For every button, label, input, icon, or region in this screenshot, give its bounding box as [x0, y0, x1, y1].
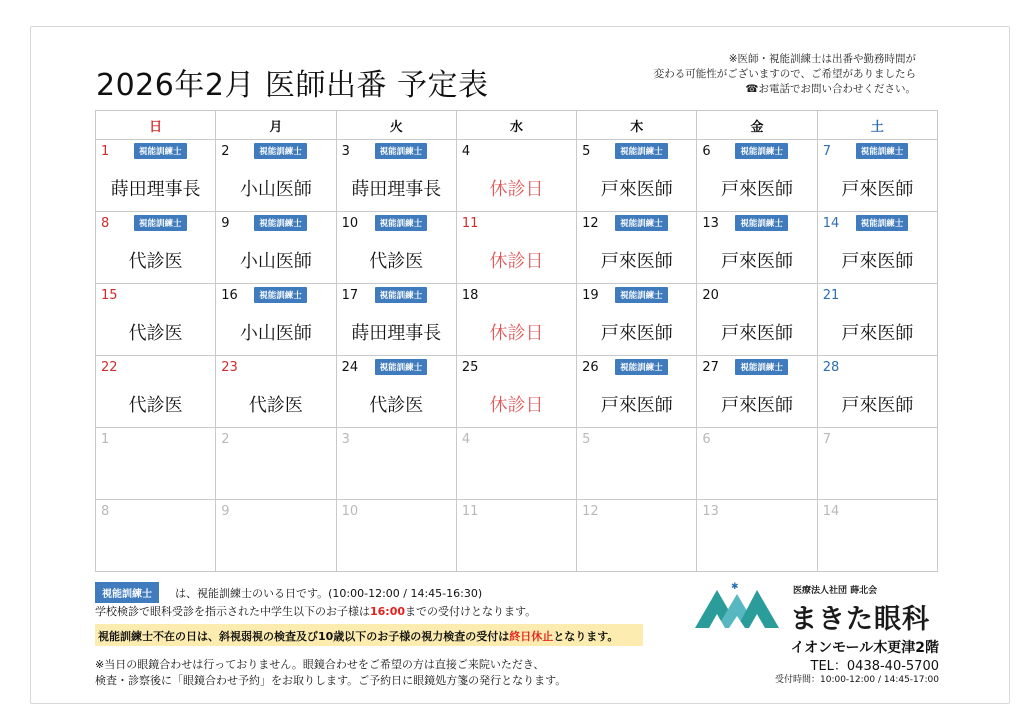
orthoptist-badge: 視能訓練士: [375, 215, 428, 231]
note-line: 変わる可能性がございますので、ご希望がありましたら: [653, 68, 916, 80]
day-number: 11: [461, 216, 479, 231]
day-number: 10: [341, 504, 359, 519]
doctor-name: 小山医師: [239, 179, 312, 200]
orthoptist-badge: 視能訓練士: [856, 143, 909, 159]
calendar-day-cell: [336, 356, 456, 428]
orthoptist-badge: 視能訓練士: [856, 215, 909, 231]
day-number: 2: [221, 432, 230, 447]
calendar-day-cell: [336, 212, 456, 284]
day-number: 15: [101, 288, 118, 303]
school-checkup-note: [95, 603, 536, 619]
doctor-name: 戸來医師: [600, 395, 673, 416]
school-note-pre: 学校検診で眼科受診を指示された中学生以下のお子様は: [95, 605, 370, 618]
day-number: 9: [221, 504, 230, 519]
calendar-day-cell: [697, 140, 817, 212]
calendar-day-cell: [456, 284, 576, 356]
note-line: ※医師・視能訓練士は出番や勤務時間が: [728, 53, 916, 65]
weekday-thu: 木: [577, 111, 697, 140]
calendar-day-cell: [216, 356, 336, 428]
weekday-fri: 金: [697, 111, 817, 140]
calendar-day-cell: [577, 212, 697, 284]
doctor-name: 蒔田理事長: [110, 179, 201, 200]
calendar-day-cell: [697, 284, 817, 356]
calendar-day-cell: [96, 356, 216, 428]
orthoptist-badge: 視能訓練士: [735, 143, 788, 159]
day-number: 25: [461, 360, 479, 375]
day-number: 12: [582, 216, 599, 231]
day-number: 17: [341, 288, 359, 303]
calendar-day-cell: [216, 284, 336, 356]
day-number: 28: [822, 360, 840, 375]
legend-text: は、視能訓練士のいる日です。(10:00-12:00 / 14:45-16:30): [175, 587, 483, 600]
orthoptist-badge: 視能訓練士: [615, 215, 668, 231]
orthoptist-badge: 視能訓練士: [735, 215, 788, 231]
doctor-name: 小山医師: [239, 323, 312, 344]
doctor-name: 蒔田理事長: [351, 179, 442, 200]
orthoptist-badge: 視能訓練士: [615, 143, 668, 159]
doctor-name: 戸來医師: [721, 323, 794, 344]
day-number: 13: [702, 216, 719, 231]
day-number: 6: [702, 432, 711, 447]
calendar-day-cell: [456, 500, 576, 572]
day-number: 4: [461, 432, 471, 447]
day-number: 27: [702, 360, 719, 375]
day-number: 10: [341, 216, 359, 231]
calendar-day-cell: [817, 428, 937, 500]
calendar-day-cell: [96, 428, 216, 500]
calendar-day-cell: [697, 212, 817, 284]
calendar-day-cell: [697, 500, 817, 572]
day-number: 19: [582, 288, 599, 303]
school-note-post: までの受付けとなります。: [405, 605, 537, 618]
calendar-day-cell: [817, 284, 937, 356]
calendar-day-cell: [697, 356, 817, 428]
calendar-day-cell: [336, 428, 456, 500]
clinic-organization: 医療法人社団 蒔北会: [793, 586, 878, 596]
weekday-sun: 日: [96, 111, 216, 140]
calendar-day-cell: [817, 140, 937, 212]
calendar-week-row: [96, 356, 938, 428]
calendar-week-row: [96, 140, 938, 212]
doctor-name: 代診医: [369, 395, 424, 416]
warning-post: となります。: [553, 630, 619, 643]
doctor-name: 戸來医師: [600, 323, 673, 344]
legend-badge: 視能訓練士: [95, 582, 159, 603]
doctor-name: 戸來医師: [841, 395, 914, 416]
calendar-day-cell: [216, 212, 336, 284]
day-number: 14: [822, 504, 840, 519]
orthoptist-badge: 視能訓練士: [254, 215, 307, 231]
day-number: 16: [221, 288, 238, 303]
calendar-day-cell: [577, 284, 697, 356]
day-number: 20: [702, 288, 719, 303]
day-number: 2: [221, 144, 230, 159]
day-number: 6: [702, 144, 711, 159]
day-number: 8: [101, 216, 110, 231]
clinic-logo-icon: [695, 580, 780, 630]
doctor-name: 蒔田理事長: [351, 323, 442, 344]
day-number: 7: [822, 432, 831, 447]
clinic-hours: 受付時間：10:00-12:00 / 14:45-17:00: [775, 675, 939, 685]
svg-text:✱: ✱: [731, 582, 739, 592]
orthoptist-badge: 視能訓練士: [615, 359, 668, 375]
doctor-name: 戸來医師: [600, 251, 673, 272]
calendar-day-cell: [216, 140, 336, 212]
school-note-time: 16:00: [370, 605, 406, 618]
calendar-day-cell: [456, 140, 576, 212]
day-number: 14: [822, 216, 840, 231]
note-line: ☎お電話でお問い合わせください。: [745, 83, 916, 95]
closed-day-label: 休診日: [489, 251, 544, 272]
day-number: 23: [221, 360, 238, 375]
closed-day-label: 休診日: [489, 395, 544, 416]
doctor-name: 戸來医師: [600, 179, 673, 200]
orthoptist-badge: 視能訓練士: [615, 287, 668, 303]
calendar-day-cell: [697, 428, 817, 500]
calendar-week-row: [96, 212, 938, 284]
warning-note: [98, 628, 618, 644]
orthoptist-badge: 視能訓練士: [375, 143, 428, 159]
clinic-name: まきた眼科: [790, 604, 930, 635]
calendar-day-cell: [817, 212, 937, 284]
doctor-name: 戸來医師: [721, 179, 794, 200]
doctor-name: 戸來医師: [721, 251, 794, 272]
weekday-sat: 土: [817, 111, 937, 140]
calendar-week-row: [96, 284, 938, 356]
doctor-name: 代診医: [128, 395, 183, 416]
day-number: 9: [221, 216, 230, 231]
orthoptist-badge: 視能訓練士: [735, 359, 788, 375]
staff-change-note: [586, 52, 916, 97]
doctor-name: 戸來医師: [841, 179, 914, 200]
day-number: 4: [461, 144, 471, 159]
calendar-day-cell: [336, 500, 456, 572]
warning-pre: 視能訓練士不在の日は、斜視弱視の検査及び10歳以下のお子様の視力検査の受付は: [98, 630, 510, 643]
calendar-day-cell: [456, 428, 576, 500]
calendar-week-row: [96, 428, 938, 500]
orthoptist-badge: 視能訓練士: [375, 287, 428, 303]
glasses-note-line: ※当日の眼鏡合わせは行っておりません。眼鏡合わせをご希望の方は直接ご来院いただき、: [95, 658, 545, 671]
calendar-day-cell: [577, 428, 697, 500]
day-number: 1: [101, 432, 110, 447]
day-number: 5: [582, 432, 591, 447]
closed-day-label: 休診日: [489, 179, 544, 200]
weekday-wed: 水: [456, 111, 576, 140]
calendar-day-cell: [817, 356, 937, 428]
calendar-day-cell: [96, 140, 216, 212]
calendar-day-cell: [96, 500, 216, 572]
day-number: 22: [101, 360, 118, 375]
orthoptist-badge: 視能訓練士: [134, 143, 187, 159]
calendar-table: [95, 110, 938, 572]
calendar-day-cell: [817, 500, 937, 572]
doctor-name: 戸來医師: [841, 251, 914, 272]
weekday-header-row: [96, 111, 938, 140]
day-number: 3: [341, 432, 350, 447]
weekday-tue: 火: [336, 111, 456, 140]
calendar-day-cell: [456, 212, 576, 284]
clinic-address: イオンモール木更津2階: [790, 640, 939, 656]
doctor-name: 代診医: [128, 251, 183, 272]
calendar-day-cell: [336, 284, 456, 356]
day-number: 5: [582, 144, 591, 159]
day-number: 8: [101, 504, 110, 519]
calendar-day-cell: [577, 356, 697, 428]
doctor-name: 戸來医師: [721, 395, 794, 416]
clinic-tel: TEL：0438-40-5700: [810, 659, 939, 674]
warning-emph: 終日休止: [509, 630, 554, 643]
calendar-day-cell: [577, 500, 697, 572]
day-number: 26: [582, 360, 599, 375]
day-number: 21: [822, 288, 840, 303]
day-number: 13: [702, 504, 719, 519]
calendar-day-cell: [96, 212, 216, 284]
doctor-name: 小山医師: [239, 251, 312, 272]
calendar-day-cell: [96, 284, 216, 356]
day-number: 24: [341, 360, 359, 375]
orthoptist-badge: 視能訓練士: [375, 359, 428, 375]
calendar-day-cell: [456, 356, 576, 428]
glasses-note-line: 検査・診察後に「眼鏡合わせ予約」をお取りします。ご予約日に眼鏡処方箋の発行となります。: [95, 674, 567, 687]
doctor-name: 代診医: [248, 395, 303, 416]
calendar-day-cell: [216, 428, 336, 500]
day-number: 7: [822, 144, 831, 159]
calendar-day-cell: [336, 140, 456, 212]
orthoptist-badge: 視能訓練士: [254, 143, 307, 159]
day-number: 11: [461, 504, 479, 519]
doctor-name: 代診医: [128, 323, 183, 344]
doctor-name: 代診医: [369, 251, 424, 272]
calendar-day-cell: [216, 500, 336, 572]
weekday-mon: 月: [216, 111, 336, 140]
calendar-week-row: [96, 500, 938, 572]
day-number: 18: [461, 288, 479, 303]
closed-day-label: 休診日: [489, 323, 544, 344]
page-title: 2026年2月 医師出番 予定表: [96, 68, 489, 103]
day-number: 1: [101, 144, 110, 159]
calendar-day-cell: [577, 140, 697, 212]
doctor-name: 戸來医師: [841, 323, 914, 344]
day-number: 12: [582, 504, 599, 519]
orthoptist-badge: 視能訓練士: [134, 215, 187, 231]
orthoptist-badge: 視能訓練士: [254, 287, 307, 303]
day-number: 3: [341, 144, 350, 159]
